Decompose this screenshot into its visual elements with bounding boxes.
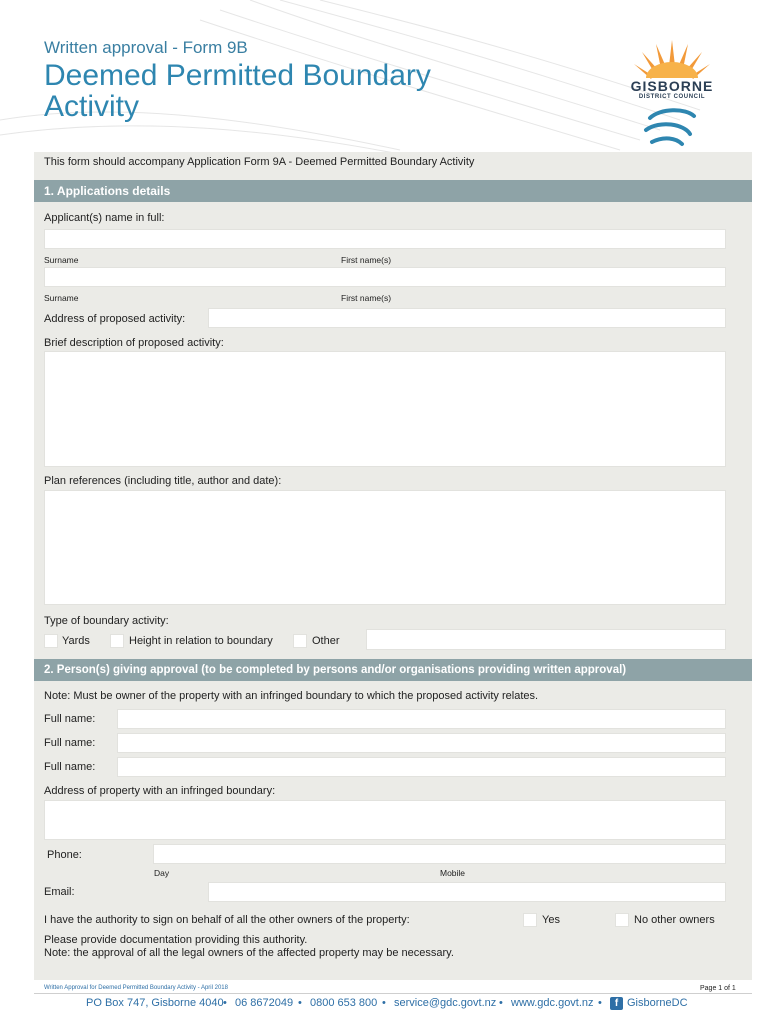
boundary-type-label: Type of boundary activity: bbox=[44, 615, 169, 627]
address-field[interactable] bbox=[208, 308, 726, 328]
other-checkbox[interactable] bbox=[293, 634, 307, 648]
no-other-owners-checkbox[interactable] bbox=[615, 913, 629, 927]
applicant-name-field-1[interactable] bbox=[44, 229, 726, 249]
owner-note: Note: Must be owner of the property with an infringed boundary to which the proposed activity relates. bbox=[44, 690, 539, 702]
yards-checkbox[interactable] bbox=[44, 634, 58, 648]
footer-separator: • bbox=[499, 997, 503, 1009]
page-number: Page 1 of 1 bbox=[700, 985, 736, 992]
section-1-heading: 1. Applications details bbox=[34, 180, 752, 202]
footer-email-link[interactable]: service@gdc.govt.nz bbox=[394, 997, 497, 1009]
height-label: Height in relation to boundary bbox=[129, 635, 273, 647]
footer-separator: • bbox=[223, 997, 227, 1009]
logo-subtitle: DISTRICT COUNCIL bbox=[638, 94, 706, 100]
yes-label: Yes bbox=[542, 914, 560, 926]
logo-name: GISBORNE bbox=[630, 78, 714, 94]
full-name-field-3[interactable] bbox=[117, 757, 726, 777]
height-checkbox[interactable] bbox=[110, 634, 124, 648]
approval-note: Note: the approval of all the legal owners of the affected property may be necessary. bbox=[44, 947, 454, 959]
full-name-label-2: Full name: bbox=[44, 737, 96, 749]
full-name-field-1[interactable] bbox=[117, 709, 726, 729]
other-field[interactable] bbox=[366, 629, 726, 650]
document-version-note: Written Approval for Deemed Permitted Boundary Activity - April 2018 bbox=[44, 985, 228, 991]
property-address-field[interactable] bbox=[44, 800, 726, 840]
intro-text: This form should accompany Application Form 9A - Deemed Permitted Boundary Activity bbox=[44, 156, 475, 168]
title-line-2: Activity bbox=[44, 90, 140, 123]
section-2-heading: 2. Person(s) giving approval (to be completed by persons and/or organisations providing written approval) bbox=[34, 659, 752, 681]
mobile-label: Mobile bbox=[440, 868, 466, 878]
surname-label-2: Surname bbox=[44, 293, 79, 303]
other-label: Other bbox=[312, 635, 340, 647]
page-title bbox=[44, 60, 514, 122]
property-address-label: Address of property with an infringed boundary: bbox=[44, 785, 276, 797]
day-label: Day bbox=[154, 868, 170, 878]
footer-separator: • bbox=[598, 997, 602, 1009]
phone-label: Phone: bbox=[47, 849, 82, 861]
email-field[interactable] bbox=[208, 882, 726, 902]
footer-phone: 06 8672049 bbox=[235, 997, 294, 1009]
footer-po-box: PO Box 747, Gisborne 4040 bbox=[86, 997, 224, 1009]
email-label: Email: bbox=[44, 886, 75, 898]
footer-website-link[interactable]: www.gdc.govt.nz bbox=[511, 997, 594, 1009]
yards-label: Yards bbox=[62, 635, 90, 647]
description-label: Brief description of proposed activity: bbox=[44, 337, 224, 349]
applicant-name-field-2[interactable] bbox=[44, 267, 726, 287]
form-number: Written approval - Form 9B bbox=[44, 38, 248, 57]
footer-separator: • bbox=[382, 997, 386, 1009]
footer-freephone: 0800 653 800 bbox=[310, 997, 378, 1009]
documentation-text: Please provide documentation providing this authority. bbox=[44, 934, 308, 946]
no-other-owners-label: No other owners bbox=[634, 914, 715, 926]
applicant-label: Applicant(s) name in full: bbox=[44, 212, 165, 224]
footer-facebook-link[interactable]: GisborneDC bbox=[627, 997, 688, 1009]
plan-references-label: Plan references (including title, author and date): bbox=[44, 475, 282, 487]
plan-references-field[interactable] bbox=[44, 490, 726, 605]
full-name-label-1: Full name: bbox=[44, 713, 96, 725]
full-name-label-3: Full name: bbox=[44, 761, 96, 773]
first-names-label-2: First name(s) bbox=[341, 293, 392, 303]
phone-field[interactable] bbox=[153, 844, 726, 864]
description-field[interactable] bbox=[44, 351, 726, 467]
facebook-icon: f bbox=[610, 997, 623, 1010]
footer-divider bbox=[34, 993, 752, 994]
yes-checkbox[interactable] bbox=[523, 913, 537, 927]
footer-separator: • bbox=[298, 997, 302, 1009]
title-line-1: Deemed Permitted Boundary bbox=[44, 59, 431, 92]
surname-label-1: Surname bbox=[44, 255, 79, 265]
address-label: Address of proposed activity: bbox=[44, 313, 186, 325]
full-name-field-2[interactable] bbox=[117, 733, 726, 753]
first-names-label-1: First name(s) bbox=[341, 255, 392, 265]
authority-statement: I have the authority to sign on behalf of all the other owners of the property: bbox=[44, 914, 410, 926]
